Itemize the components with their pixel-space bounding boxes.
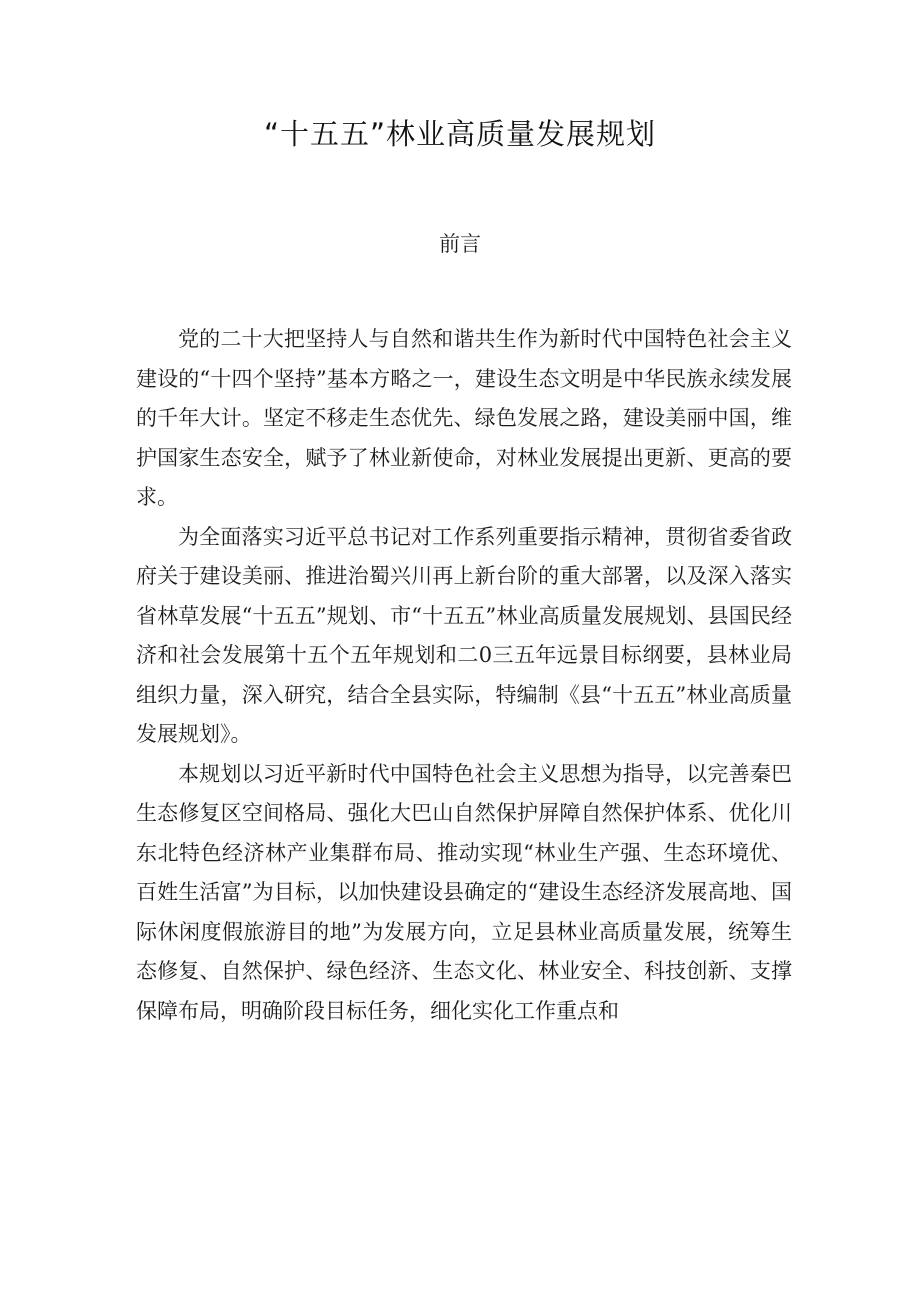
section-heading: 前言 xyxy=(439,232,481,256)
document-title: “十五五”林业高质量发展规划 xyxy=(263,117,657,151)
document-body xyxy=(136,320,792,1031)
paragraph-2: 为全面落实习近平总书记对工作系列重要指示精神，贯彻省委省政府关于建设美丽、推进治蜀兴川再上新台阶的重大部署，以及深入落实省林草发展“十五五”规划、市“十五五”林业高质量发展规划、县国民经济和社会发展第十五个五年规划和二0三五年远景目标纲要，县林业局组织力量，深入研究，结合全县实际，特编制《县“十五五”林业高质量发展规划》。 xyxy=(136,524,792,746)
paragraph-1: 党的二十大把坚持人与自然和谐共生作为新时代中国特色社会主义建设的“十四个坚持”基本方略之一，建设生态文明是中华民族永续发展的千年大计。坚定不移走生态优先、绿色发展之路，建设美丽中国，维护国家生态安全，赋予了林业新使命，对林业发展提出更新、更高的要求。 xyxy=(136,327,792,509)
paragraph-3: 本规划以习近平新时代中国特色社会主义思想为指导，以完善秦巴生态修复区空间格局、强化大巴山自然保护屏障自然保护体系、优化川东北特色经济林产业集群布局、推动实现“林业生产强、生态环境优、百姓生活富”为目标，以加快建设县确定的“建设生态经济发展高地、国际休闲度假旅游目的地”为发展方向，立足县林业高质量发展，统筹生态修复、自然保护、绿色经济、生态文化、林业安全、科技创新、支撑保障布局，明确阶段目标任务，细化实化工作重点和 xyxy=(136,761,792,1023)
